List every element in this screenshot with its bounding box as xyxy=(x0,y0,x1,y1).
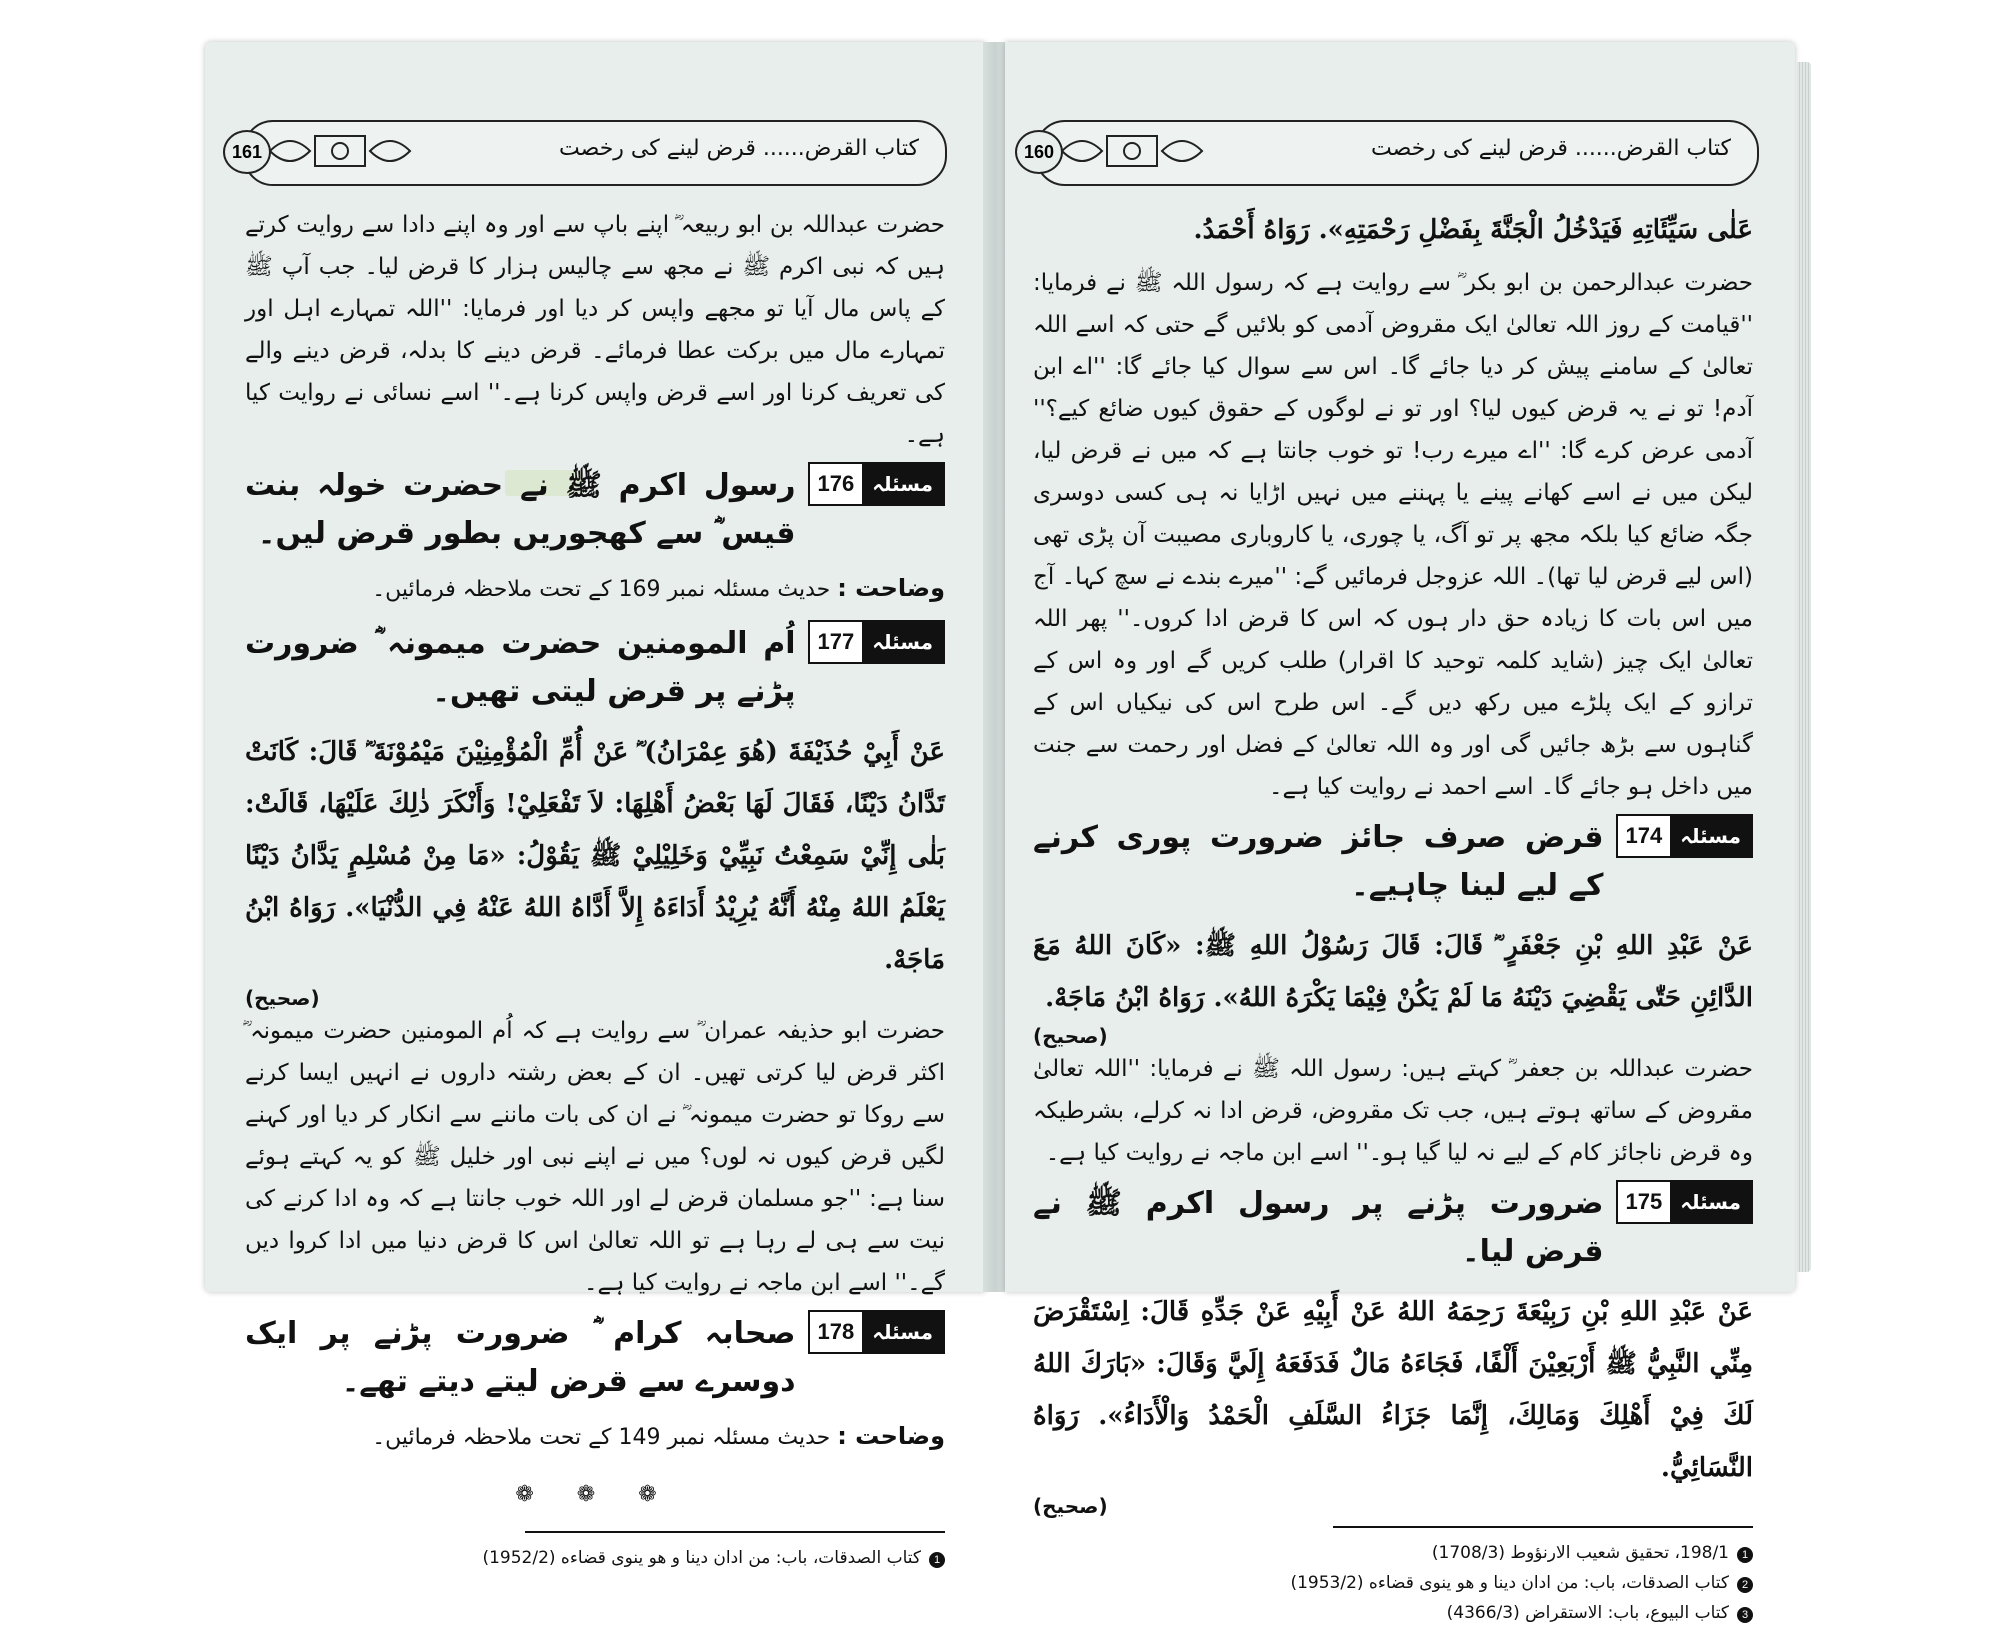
masala-heading: اُم المومنین حضرت میمونہ ؓ ضرورت پڑنے پر قرض لیتی تھیں۔ xyxy=(245,626,796,709)
footnote-rule xyxy=(525,1531,945,1533)
hadith-translation: حضرت عبداللہ بن ابو ربیعہ ؓ اپنے باپ سے اور وہ اپنے دادا سے روایت کرتے ہیں کہ نبی اکرم ﷺ نے مجھ سے چالیس ہزار کا قرض لیا۔ جب آپ ﷺ کے پاس مال آیا تو مجھے واپس کر دیا اور فرمایا: ''اللہ تمہارے اہل اور تمہارے مال میں برکت عطا فرمائے۔ قرض دینے کا بدلہ، قرض دینے والے کی تعریف کرنا اور اسے قرض واپس کرنا ہے۔'' اسے نسائی نے روایت کیا ہے۔ xyxy=(245,212,945,448)
page-edges xyxy=(1797,62,1811,1272)
header-ornament xyxy=(1047,122,1217,180)
open-book xyxy=(205,22,1825,1623)
footnote: 3کتاب البیوع، باب: الاستقراض (4366/3) xyxy=(1033,1598,1753,1628)
clarification-note: وضاحت : حدیث مسئلہ نمبر 169 کے تحت ملاحظہ فرمائیں۔ xyxy=(372,574,945,602)
header-title: کتاب القرض...... قرض لینے کی رخصت xyxy=(1371,136,1731,161)
left-text-column xyxy=(245,204,945,1573)
right-text-column xyxy=(1033,204,1753,1628)
section-end-stars: ❁ ❁ ❁ xyxy=(515,1482,675,1507)
masala-badge: مسئلہ 177 xyxy=(808,620,946,664)
page-number: 160 xyxy=(1015,130,1063,174)
hadith-grade: (صحیح) xyxy=(1033,1024,1108,1048)
header-title: کتاب القرض...... قرض لینے کی رخصت xyxy=(559,136,919,161)
masala-badge: مسئلہ 176 xyxy=(808,462,946,506)
masala-174 xyxy=(1033,814,1753,910)
page-header-161 xyxy=(231,120,947,186)
book-spine xyxy=(983,42,1007,1292)
arabic-hadith: عَنْ عَبْدِ اللهِ بْنِ رَبِيْعَةَ رَحِمَهُ اللهُ عَنْ أَبِيْهِ عَنْ جَدِّهِ قَالَ: اِسْتَقْرَضَ مِنِّي النَّبِيُّ ﷺ أَرْبَعِيْنَ أَلْفًا، فَجَاءَهُ مَالٌ فَدَفَعَهُ إِلَيَّ وَقَالَ: «بَارَكَ اللهُ لَكَ فِيْ أَهْلِكَ وَمَالِكَ، إِنَّمَا جَزَاءُ السَّلَفِ الْحَمْدُ وَالْأَدَاءُ». رَوَاهُ النَّسَائِيُّ. xyxy=(1033,1297,1753,1483)
masala-176 xyxy=(245,462,945,558)
footnote-rule xyxy=(1333,1526,1753,1528)
left-page xyxy=(205,42,985,1568)
masala-heading: صحابہ کرام ؓ ضرورت پڑنے پر ایک دوسرے سے قرض لیتے دیتے تھے۔ xyxy=(245,1316,796,1399)
footnote: 2کتاب الصدقات، باب: من ادان دینا و هو ینوی قضاءه (1953/2) xyxy=(1033,1568,1753,1598)
hadith-translation: حضرت عبداللہ بن جعفر ؓ کہتے ہیں: رسول اللہ ﷺ نے فرمایا: ''اللہ تعالیٰ مقروض کے ساتھ ہوتے ہیں، جب تک مقروض، قرض ادا نہ کرلے، بشرطیکہ وہ قرض ناجائز کام کے لیے نہ لیا گیا ہو۔'' اسے ابن ماجہ نے روایت کیا ہے۔ xyxy=(1033,1056,1753,1166)
footnote: 1198/1، تحقیق شعیب الارنؤوط (1708/3) xyxy=(1033,1538,1753,1568)
hadith-grade: (صحیح) xyxy=(1033,1494,1108,1518)
masala-175 xyxy=(1033,1180,1753,1276)
masala-badge: مسئلہ 175 xyxy=(1616,1180,1754,1224)
clarification-note: وضاحت : حدیث مسئلہ نمبر 149 کے تحت ملاحظہ فرمائیں۔ xyxy=(372,1422,945,1450)
masala-heading: رسول اکرم ﷺ نے حضرت خولہ بنت قیس ؓ سے کھجوریں بطور قرض لیں۔ xyxy=(245,468,796,551)
masala-badge: مسئلہ 178 xyxy=(808,1310,946,1354)
arabic-hadith: عَنْ عَبْدِ اللهِ بْنِ جَعْفَرٍ ؓ قَالَ: قَالَ رَسُوْلُ اللهِ ﷺ: «كَانَ اللهُ مَعَ الدَّائِنِ حَتّٰى يَقْضِيَ دَيْنَهُ مَا لَمْ يَكُنْ فِيْمَا يَكْرَهُ اللهُ». رَوَاهُ ابْنُ مَاجَهْ. xyxy=(1033,931,1753,1013)
right-page xyxy=(1005,42,1795,1623)
header-ornament xyxy=(255,122,425,180)
masala-heading: قرض صرف جائز ضرورت پوری کرنے کے لیے لینا چاہیے۔ xyxy=(1033,820,1604,903)
page-header-160 xyxy=(1023,120,1759,186)
hadith-translation: حضرت عبدالرحمن بن ابو بکر ؓ سے روایت ہے کہ رسول اللہ ﷺ نے فرمایا: ''قیامت کے روز اللہ تعالیٰ ایک مقروض آدمی کو بلائیں گے حتی کہ اسے اللہ تعالیٰ کے سامنے پیش کر دیا جائے گا۔ اس سے سوال کیا جائے گا: ''اے ابن آدم! تو نے یہ قرض کیوں لیا؟ اور تو نے لوگوں کے حقوق کیوں ضائع کیے؟'' آدمی عرض کرے گا: ''اے میرے رب! تو خوب جانتا ہے کہ میں نے قرض لیا، لیکن میں نے اسے کھانے پینے یا پہننے میں نہیں اڑایا نہ ہی کسی دوسری جگہ ضائع کیا بلکہ مجھ پر تو آگ، یا چوری، یا کاروباری مصیبت آن پڑی تھی (اس لیے قرض لیا تھا)۔ اللہ عزوجل فرمائیں گے: ''میرے بندے نے سچ کہا۔ آج میں اس بات کا زیادہ حق دار ہوں کہ اس کا قرض ادا کروں۔'' پھر اللہ تعالیٰ ایک چیز (شاید کلمہ توحید کا اقرار) طلب کریں گے اور وہ اس کے ترازو کے ایک پلڑے میں رکھ دیں گے۔ اس طرح اس کی نیکیاں اس کے گناہوں سے بڑھ جائیں گی اور وہ اللہ تعالیٰ کے فضل اور رحمت سے جنت میں داخل ہو جائے گا۔ اسے احمد نے روایت کیا ہے۔ xyxy=(1033,270,1753,800)
hadith-translation: حضرت ابو حذیفہ عمران ؓ سے روایت ہے کہ اُم المومنین حضرت میمونہ ؓ اکثر قرض لیا کرتی تھیں۔ ان کے بعض رشتہ داروں نے انہیں ایسا کرنے سے روکا تو حضرت میمونہ ؓ نے ان کی بات ماننے سے انکار کر دیا اور کہنے لگیں قرض کیوں نہ لوں؟ میں نے اپنے نبی اور خلیل ﷺ کو یہ کہتے ہوئے سنا ہے: ''جو مسلمان قرض لے اور اللہ خوب جانتا ہے کہ وہ ادا کرنے کی نیت سے ہی لے رہا ہے تو اللہ تعالیٰ اس کا قرض دنیا میں ادا کروا دیں گے۔'' اسے ابن ماجہ نے روایت کیا ہے۔ xyxy=(245,1018,945,1296)
masala-badge: مسئلہ 174 xyxy=(1616,814,1754,858)
masala-177 xyxy=(245,620,945,716)
hadith-grade: (صحیح) xyxy=(245,986,320,1010)
footnote: 1کتاب الصدقات، باب: من ادان دینا و هو ینوی قضاءه (1952/2) xyxy=(245,1543,945,1573)
arabic-hadith: عَنْ أَبِيْ حُذَيْفَةَ (هُوَ عِمْرَانُ) ؓ عَنْ أُمِّ الْمُؤْمِنِيْنَ مَيْمُوْنَةَ ؓ قَالَ: كَانَتْ تَدَّانُ دَيْنًا، فَقَالَ لَهَا بَعْضُ أَهْلِهَا: لاَ تَفْعَلِيْ! وَأَنْكَرَ ذٰلِكَ عَلَيْهَا، قَالَتْ: بَلٰى إِنِّيْ سَمِعْتُ نَبِيِّيْ وَخَلِيْلِيْ ﷺ يَقُوْلُ: «مَا مِنْ مُسْلِمٍ يَدَّانُ دَيْنًا يَعْلَمُ اللهُ مِنْهُ أَنَّهُ يُرِيْدُ أَدَاءَهُ إِلاَّ أَدَّاهُ اللهُ عَنْهُ فِي الدُّنْيَا». رَوَاهُ ابْنُ مَاجَهْ. xyxy=(245,737,945,975)
page-number: 161 xyxy=(223,130,271,174)
arabic-hadith-end: عَلٰى سَيِّئَاتِهِ فَيَدْخُلُ الْجَنَّةَ بِفَضْلِ رَحْمَتِهِ». رَوَاهُ أَحْمَدُ. xyxy=(1193,215,1753,245)
masala-heading: ضرورت پڑنے پر رسول اکرم ﷺ نے قرض لیا۔ xyxy=(1033,1186,1604,1269)
masala-178 xyxy=(245,1310,945,1406)
